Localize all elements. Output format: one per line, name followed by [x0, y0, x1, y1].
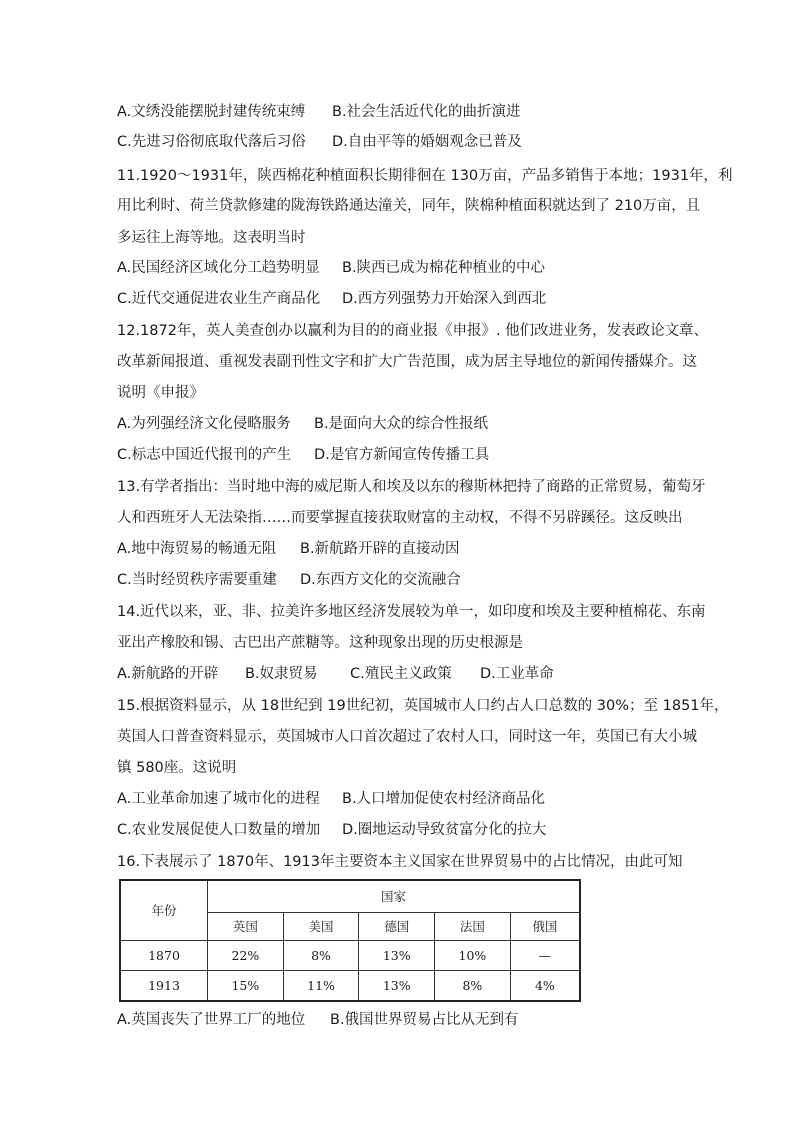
q16-option-a: A.英国丧失了世界工厂的地位 [117, 1012, 306, 1028]
q10-option-c: C.先进习俗彻底取代落后习俗 [117, 134, 306, 150]
q11-stem-line1: 11.1920～1931年，陕西棉花种植面积长期徘徊在 130万亩，产品多销售于本地；1931年，利 [117, 168, 733, 184]
q14-option-b: B.奴隶贸易 [245, 666, 318, 682]
value-cell: 8% [283, 940, 359, 970]
country-header-fr: 法国 [435, 912, 511, 940]
q11-stem-line3: 多运往上海等地。这表明当时 [117, 230, 306, 246]
value-cell: 13% [359, 940, 435, 970]
q13-stem-line1: 13.有学者指出：当时地中海的威尼斯人和埃及以东的穆斯林把持了商路的正常贸易，葡萄牙 [117, 479, 706, 495]
q14-stem-line2: 亚出产橡胶和锡、古巴出产蔗糖等。这种现象出现的历史根源是 [117, 635, 523, 651]
q13-option-d: D.东西方文化的交流融合 [300, 572, 461, 588]
country-header-cell: 国家 [208, 880, 581, 912]
q11-option-a: A.民国经济区域化分工趋势明显 [117, 260, 320, 276]
trade-share-table [119, 879, 581, 1002]
country-header-ru: 俄国 [510, 912, 580, 940]
q15-option-d: D.圈地运动导致贫富分化的拉大 [342, 822, 547, 838]
q11-option-c: C.近代交通促进农业生产商品化 [117, 291, 321, 307]
country-header-us: 美国 [283, 912, 359, 940]
value-cell: 22% [208, 940, 284, 970]
year-cell: 1870 [120, 940, 208, 970]
value-cell: 10% [435, 940, 511, 970]
q15-stem-line2: 英国人口普查资料显示，英国城市人口首次超过了农村人口，同时这一年，英国已有大小城 [117, 729, 697, 745]
q16-stem-line1: 16.下表展示了 1870年、1913年主要资本主义国家在世界贸易中的占比情况，由此可知 [117, 854, 683, 870]
q12-stem-line1: 12.1872年，英人美查创办以赢利为目的的商业报《申报》. 他们改进业务，发表政论文章、 [117, 323, 709, 339]
q12-option-c: C.标志中国近代报刊的产生 [117, 447, 292, 463]
q11-stem-line2: 用比利时、荷兰贷款修建的陇海铁路通达潼关，同年，陕棉种植面积就达到了 210万亩，且 [117, 198, 701, 214]
country-header-uk: 英国 [208, 912, 284, 940]
value-cell: 8% [435, 970, 511, 1001]
q11-option-b: B.陕西已成为棉花种植业的中心 [342, 260, 546, 276]
q10-option-a: A.文绣没能摆脱封建传统束缚 [117, 104, 306, 120]
q15-stem-line3: 镇 580座。这说明 [117, 760, 237, 776]
table-row [120, 970, 580, 1001]
value-cell: 11% [283, 970, 359, 1001]
q12-stem-line3: 说明《申报》 [117, 385, 204, 401]
q13-stem-line2: 人和西班牙人无法染指……而要掌握直接获取财富的主动权，不得不另辟蹊径。这反映出 [117, 510, 683, 526]
q12-stem-line2: 改革新闻报道、重视发表副刊性文字和扩大广告范围，成为居主导地位的新闻传播媒介。这 [117, 354, 697, 370]
q16-option-b: B.俄国世界贸易占比从无到有 [330, 1012, 519, 1028]
country-header-de: 德国 [359, 912, 435, 940]
table-row [120, 940, 580, 970]
q14-option-c: C.殖民主义政策 [350, 666, 452, 682]
q14-option-a: A.新航路的开辟 [117, 666, 219, 682]
year-cell: 1913 [120, 970, 208, 1001]
q15-stem-line1: 15.根据资料显示，从 18世纪到 19世纪初，英国城市人口约占人口总数的 30%；至 1851年， [117, 698, 729, 714]
q14-stem-line1: 14.近代以来，亚、非、拉美许多地区经济发展较为单一，如印度和埃及主要种植棉花、东南 [117, 604, 706, 620]
q15-option-c: C.农业发展促使人口数量的增加 [117, 822, 321, 838]
q12-option-d: D.是官方新闻宣传传播工具 [314, 447, 490, 463]
q10-option-b: B.社会生活近代化的曲折演进 [332, 104, 521, 120]
q14-option-d: D.工业革命 [480, 666, 554, 682]
q12-option-b: B.是面向大众的综合性报纸 [314, 416, 489, 432]
value-cell: 4% [510, 970, 580, 1001]
q13-option-c: C.当时经贸秩序需要重建 [117, 572, 277, 588]
q15-option-a: A.工业革命加速了城市化的进程 [117, 791, 320, 807]
year-header-cell: 年份 [120, 880, 208, 940]
value-cell: 15% [208, 970, 284, 1001]
q12-option-a: A.为列强经济文化侵略服务 [117, 416, 291, 432]
q13-option-a: A.地中海贸易的畅通无阻 [117, 541, 277, 557]
value-cell: 13% [359, 970, 435, 1001]
value-cell: — [510, 940, 580, 970]
q11-option-d: D.西方列强势力开始深入到西北 [342, 291, 547, 307]
q15-option-b: B.人口增加促使农村经济商品化 [342, 791, 546, 807]
q10-option-d: D.自由平等的婚姻观念已普及 [332, 134, 522, 150]
q13-option-b: B.新航路开辟的直接动因 [300, 541, 460, 557]
